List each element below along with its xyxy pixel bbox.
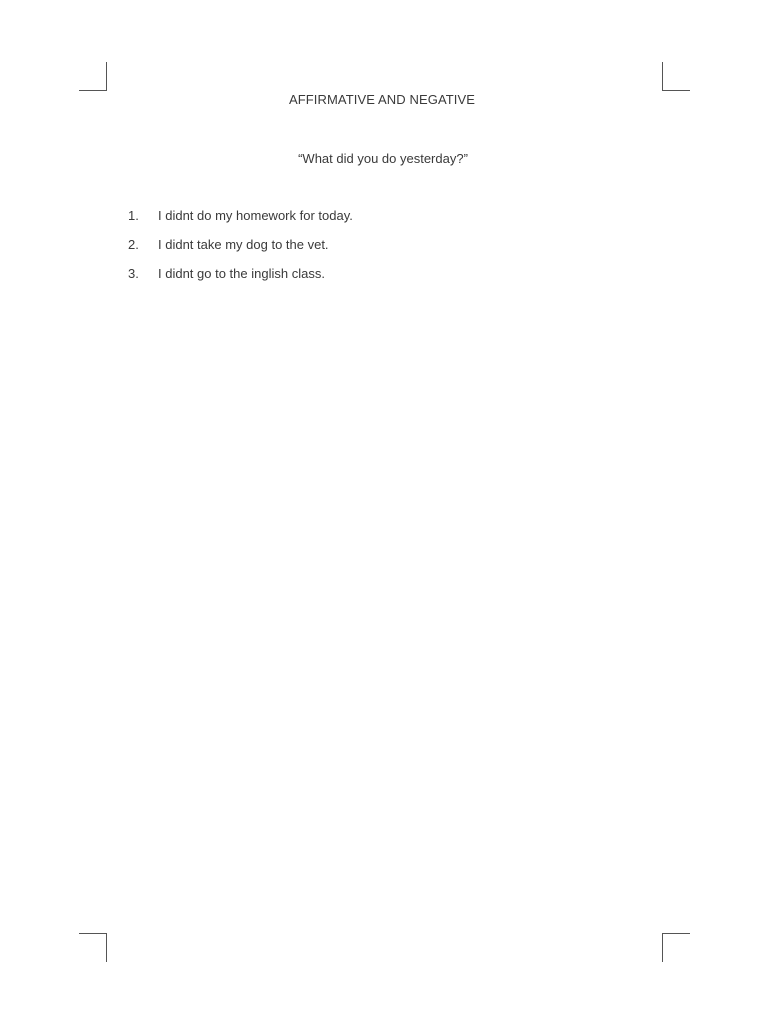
list-item-number: 1. [128, 208, 139, 223]
list-item-number: 2. [128, 237, 139, 252]
document-subtitle: “What did you do yesterday?” [298, 151, 468, 166]
sentence-list [128, 208, 353, 295]
crop-mark-top-left [79, 62, 107, 91]
crop-mark-bottom-right [662, 933, 690, 962]
list-item-number: 3. [128, 266, 139, 281]
list-item-text: I didnt go to the inglish class. [158, 266, 325, 281]
crop-mark-top-right [662, 62, 690, 91]
list-item-text: I didnt take my dog to the vet. [158, 237, 329, 252]
crop-mark-bottom-left [79, 933, 107, 962]
list-item [128, 208, 353, 237]
list-item [128, 266, 353, 295]
list-item [128, 237, 353, 266]
document-title: AFFIRMATIVE AND NEGATIVE [288, 92, 476, 107]
list-item-text: I didnt do my homework for today. [158, 208, 353, 223]
